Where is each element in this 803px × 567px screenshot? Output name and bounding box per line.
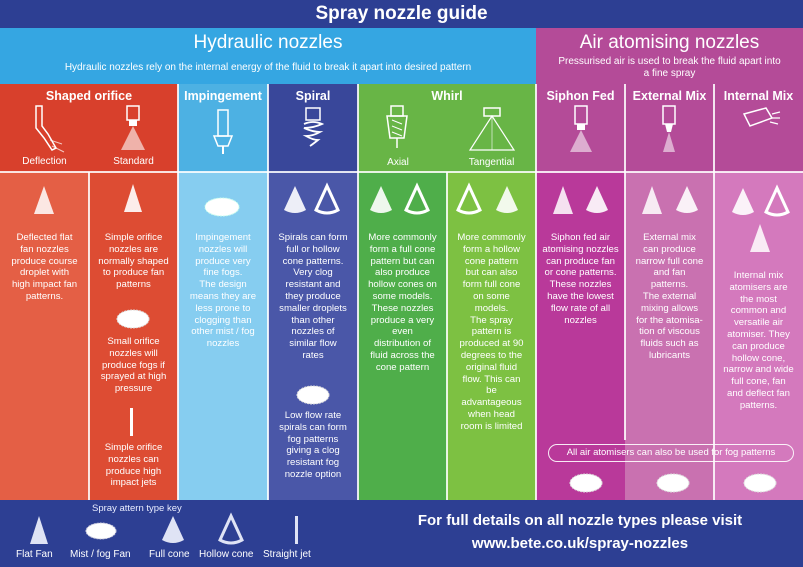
shaped-orifice-left-body: [0, 172, 89, 500]
text-line: means they are: [189, 290, 257, 302]
text-line: rates: [302, 349, 324, 361]
hollow-cone-icon: [314, 186, 340, 216]
text-line: cone patterns.: [282, 255, 344, 267]
text-line: hollow cone,: [731, 352, 786, 364]
mist-fan-icon: [568, 472, 604, 494]
key-label-full-cone: Full cone: [149, 549, 190, 560]
text-line: produce high: [105, 465, 162, 477]
text-line: The design: [199, 279, 247, 291]
text-line: other mist / fog: [191, 326, 255, 338]
divider: [267, 84, 269, 500]
key-title: Spray attern type key: [92, 503, 182, 514]
divider: [713, 84, 715, 500]
key-label-mist-fan: Mist / fog Fan: [70, 549, 131, 560]
deflection-nozzle-icon: [28, 104, 68, 154]
shaped-standard-text: [91, 232, 176, 291]
text-line: narrow full cone: [635, 255, 704, 267]
internal-title: Internal Mix: [723, 89, 794, 103]
text-line: spirals can form: [279, 421, 347, 433]
text-line: nozzles will: [109, 347, 158, 359]
key-flat-fan-icon: [28, 516, 50, 546]
text-line: full or hollow: [286, 243, 340, 255]
page-title: Spray nozzle guide: [315, 3, 488, 24]
key-hollow-cone-icon: [218, 516, 244, 546]
external-mix-nozzle-icon: [654, 104, 684, 156]
text-line: The external: [642, 290, 697, 302]
text-line: advantageous: [461, 397, 522, 409]
impingement-nozzle-icon: [206, 108, 240, 156]
axial-label: Axial: [387, 157, 409, 168]
divider: [177, 84, 179, 500]
siphon-text: [538, 232, 623, 326]
text-line: The spray: [470, 314, 513, 326]
text-line: Impingement: [195, 232, 251, 243]
text-line: full cone, fan: [731, 376, 786, 388]
text-line: less prone to: [195, 302, 251, 314]
shaped-small-orifice-text: [91, 336, 176, 395]
text-line: nozzles: [564, 314, 597, 326]
text-line: they produce: [285, 290, 341, 302]
straight-jet-icon: [128, 408, 136, 438]
text-line: cone pattern: [375, 361, 430, 373]
text-line: Simple orifice: [104, 442, 163, 453]
internal-mix-nozzle-icon: [740, 104, 784, 144]
text-line: flow. This can: [462, 373, 521, 385]
text-line: can produce: [643, 243, 696, 255]
siphon-title: Siphon Fed: [546, 89, 615, 103]
text-line: produced at 90: [459, 338, 524, 350]
hollow-cone-icon: [404, 186, 430, 216]
text-line: distribution of: [373, 338, 432, 350]
text-line: than other: [291, 314, 335, 326]
text-line: clogging than: [194, 314, 252, 326]
text-line: Deflected flat: [16, 232, 73, 243]
flat-fan-icon: [551, 186, 575, 216]
text-line: tion of viscous: [639, 326, 700, 338]
mist-fan-icon: [115, 308, 151, 330]
mist-fan-icon: [203, 196, 241, 218]
tangential-nozzle-icon: [462, 106, 522, 154]
full-cone-icon: [584, 186, 610, 216]
text-line: Low flow rate: [284, 410, 342, 421]
text-line: the most: [740, 293, 777, 305]
text-line: atomising nozzles: [542, 243, 619, 255]
text-line: similar flow: [289, 338, 337, 350]
impingement-text: [180, 232, 266, 350]
text-line: Small orifice: [107, 336, 160, 347]
text-line: atomisers are: [729, 281, 788, 293]
whirl-axial-text: [360, 232, 445, 374]
text-line: These nozzles: [371, 302, 434, 314]
text-line: original fluid: [465, 361, 518, 373]
text-line: More commonly: [457, 232, 526, 243]
text-line: sprayed at high: [100, 371, 167, 383]
text-line: fog patterns: [287, 433, 339, 445]
text-line: atomiser. They: [727, 328, 790, 340]
text-line: produce fogs if: [102, 359, 165, 371]
tangential-label: Tangential: [468, 157, 515, 168]
siphon-nozzle-icon: [566, 104, 596, 156]
external-title: External Mix: [632, 89, 707, 103]
divider: [446, 172, 448, 500]
shaped-jet-text: [91, 442, 176, 489]
key-label-flat-fan: Flat Fan: [16, 549, 53, 560]
deflection-label: Deflection: [22, 156, 67, 167]
text-line: fan nozzles: [20, 243, 69, 255]
text-line: pattern but can: [370, 255, 435, 267]
text-line: droplet with: [19, 267, 70, 279]
air-subtitle-line2: a fine spray: [643, 68, 696, 79]
axial-nozzle-icon: [380, 104, 414, 154]
text-line: even: [392, 326, 413, 338]
key-label-hollow-cone: Hollow cone: [199, 549, 254, 560]
external-text: [627, 232, 712, 362]
flat-fan-icon: [32, 186, 56, 216]
text-line: lubricants: [648, 349, 691, 361]
text-line: high impact fan: [11, 279, 78, 291]
text-line: form a hollow: [462, 243, 521, 255]
divider: [624, 84, 626, 440]
text-line: fluids such as: [640, 338, 699, 350]
text-line: External mix: [643, 232, 696, 243]
text-line: fine fogs.: [203, 267, 243, 279]
text-line: and fan: [653, 267, 686, 279]
text-line: some models.: [372, 290, 433, 302]
text-line: can produce fan: [546, 255, 615, 267]
full-cone-icon: [494, 186, 520, 216]
text-line: nozzles are: [108, 243, 159, 255]
divider: [0, 171, 803, 173]
air-fog-note: All air atomisers can also be used for fog patterns: [548, 444, 794, 462]
text-line: common and: [730, 305, 787, 317]
hydraulic-header: [0, 28, 536, 84]
text-line: degrees to the: [460, 349, 523, 361]
text-line: room is limited: [460, 420, 523, 432]
shaped-deflection-text: [2, 232, 87, 303]
divider: [535, 84, 537, 500]
key-mist-fan-icon: [84, 520, 118, 542]
hydraulic-subtitle: Hydraulic nozzles rely on the internal energy of the fluid to break it apart into desired pattern: [64, 62, 472, 73]
text-line: giving a clog: [286, 445, 340, 457]
text-line: nozzles: [206, 338, 240, 350]
text-line: mixing allows: [640, 302, 699, 314]
shaped-orifice-title: Shaped orifice: [45, 89, 133, 103]
mist-fan-icon: [655, 472, 691, 494]
text-line: Internal mix: [733, 270, 784, 281]
text-line: versatile air: [733, 317, 784, 329]
text-line: cone pattern: [464, 255, 519, 267]
mist-fan-icon: [295, 384, 331, 406]
divider: [357, 84, 359, 500]
text-line: fluid across the: [370, 349, 435, 361]
air-title: Air atomising nozzles: [579, 32, 760, 53]
text-line: Very clog: [293, 267, 333, 279]
text-line: patterns.: [25, 290, 64, 302]
text-line: can produce: [732, 340, 785, 352]
text-line: for the atomisa-: [636, 314, 703, 326]
text-line: or cone patterns.: [544, 267, 617, 279]
full-cone-icon: [282, 186, 308, 216]
text-line: resistant fog: [286, 457, 340, 469]
text-line: More commonly: [368, 232, 437, 243]
text-line: patterns.: [650, 279, 689, 291]
full-cone-icon: [368, 186, 394, 216]
flat-fan-icon: [640, 186, 664, 216]
text-line: form a full cone: [369, 243, 436, 255]
spiral-fog-text: [270, 410, 356, 481]
hollow-cone-icon: [456, 186, 482, 216]
hollow-cone-icon: [764, 188, 790, 218]
text-line: but can also: [465, 267, 518, 279]
text-line: nozzles can: [108, 453, 159, 465]
key-label-straight-jet: Straight jet: [263, 549, 311, 560]
text-line: produce very: [195, 255, 251, 267]
flat-fan-icon: [748, 224, 772, 254]
text-line: pattern is: [471, 326, 512, 338]
standard-nozzle-icon: [118, 104, 148, 154]
text-line: produce a very: [370, 314, 435, 326]
text-line: and deflect fan: [727, 387, 790, 399]
standard-label: Standard: [113, 156, 154, 167]
divider: [88, 172, 90, 500]
impingement-title: Impingement: [184, 89, 262, 103]
mist-fan-icon: [742, 472, 778, 494]
text-line: These nozzles: [549, 279, 612, 291]
title-bar: [0, 0, 803, 28]
text-line: impact jets: [110, 477, 157, 489]
text-line: also produce: [375, 267, 430, 279]
text-line: smaller droplets: [279, 302, 347, 314]
text-line: hollow cones on: [368, 279, 437, 291]
full-cone-icon: [730, 188, 756, 218]
text-line: models.: [474, 302, 509, 314]
text-line: when head: [468, 408, 515, 420]
text-line: patterns: [116, 279, 151, 291]
text-line: nozzles will: [198, 243, 248, 255]
text-line: pressure: [114, 383, 153, 395]
full-cone-icon: [674, 186, 700, 216]
text-line: have the lowest: [547, 290, 614, 302]
visit-link[interactable]: www.bete.co.uk/spray-nozzles: [471, 535, 689, 552]
text-line: patterns.: [739, 399, 778, 411]
text-line: normally shaped: [98, 255, 169, 267]
text-line: Spirals can form: [278, 232, 348, 243]
text-line: on some: [473, 290, 510, 302]
spiral-text: [270, 232, 356, 362]
text-line: to produce fan: [102, 267, 165, 279]
key-straight-jet-icon: [293, 516, 301, 546]
whirl-title: Whirl: [431, 89, 463, 103]
internal-text: [716, 270, 801, 412]
whirl-tangential-text: [449, 232, 534, 433]
hydraulic-title: Hydraulic nozzles: [193, 32, 343, 53]
text-line: nozzle option: [284, 468, 342, 480]
text-line: narrow and wide: [723, 364, 794, 376]
spiral-title: Spiral: [295, 89, 331, 103]
spiral-nozzle-icon: [296, 106, 330, 158]
text-line: be: [486, 385, 497, 397]
air-header: [536, 28, 803, 84]
text-line: Siphon fed air: [550, 232, 611, 243]
flat-fan-icon: [121, 184, 145, 214]
text-line: produce course: [11, 255, 78, 267]
text-line: Simple orifice: [104, 232, 163, 243]
visit-text: For full details on all nozzle types please visit: [417, 512, 743, 529]
text-line: nozzles of: [291, 326, 335, 338]
text-line: resistant and: [285, 279, 341, 291]
text-line: flow rate of all: [550, 302, 611, 314]
air-subtitle-line1: Pressurised air is used to break the fluid apart into: [558, 56, 781, 67]
key-full-cone-icon: [160, 516, 186, 546]
text-line: form full cone: [462, 279, 521, 291]
